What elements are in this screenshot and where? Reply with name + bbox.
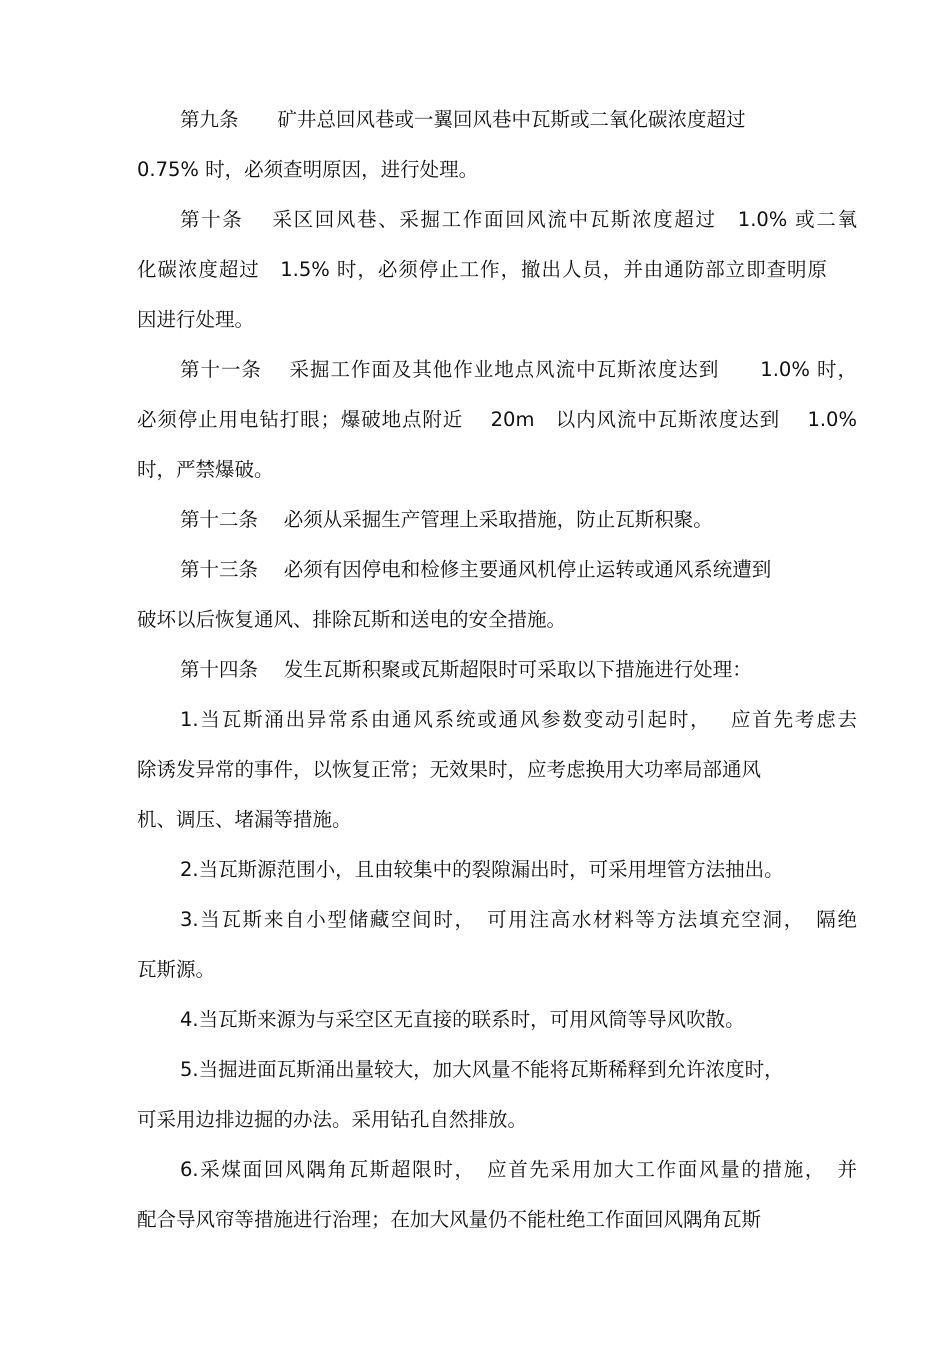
measure-1-line-3: 机、调压、堵漏等措施。	[137, 808, 352, 831]
measure-4-line-1: 4.当瓦斯来源为与采空区无直接的联系时，可用风筒等导风吹散。	[180, 1008, 745, 1031]
article-14-line-1: 第十四条 发生瓦斯积聚或瓦斯超限时可采取以下措施进行处理：	[180, 658, 752, 681]
article-10-line-2: 化碳浓度超过 1.5% 时，必须停止工作，撤出人员，并由通防部立即查明原	[137, 258, 827, 281]
article-13-line-2: 破坏以后恢复通风、排除瓦斯和送电的安全措施。	[137, 608, 567, 631]
article-11-line-3: 时，严禁爆破。	[137, 458, 274, 481]
measure-3-line-2: 瓦斯源。	[137, 958, 216, 981]
measure-1-line-1: 1.当瓦斯涌出异常系由通风系统或通风参数变动引起时， 应首先考虑去	[180, 708, 857, 731]
article-10-line-1: 第十条 采区回风巷、采掘工作面回风流中瓦斯浓度超过 1.0% 或二氧	[180, 208, 857, 231]
article-12-line-1: 第十二条 必须从采掘生产管理上采取措施，防止瓦斯积聚。	[180, 508, 713, 531]
article-11-line-2: 必须停止用电钻打眼；爆破地点附近 20m 以内风流中瓦斯浓度达到 1.0%	[137, 408, 857, 431]
measure-5-line-1: 5.当掘进面瓦斯涌出量较大，加大风量不能将瓦斯稀释到允许浓度时，	[180, 1058, 784, 1081]
measure-6-line-2: 配合导风帘等措施进行治理；在加大风量仍不能杜绝工作面回风隅角瓦斯	[137, 1208, 762, 1231]
measure-2-line-1: 2.当瓦斯源范围小，且由较集中的裂隙漏出时，可采用埋管方法抽出。	[180, 858, 784, 881]
article-11-line-1: 第十一条 采掘工作面及其他作业地点风流中瓦斯浓度达到 1.0% 时，	[180, 358, 857, 381]
article-9-line-1: 第九条 矿井总回风巷或一翼回风巷中瓦斯或二氧化碳浓度超过	[180, 108, 746, 131]
article-9-line-2: 0.75% 时，必须查明原因，进行处理。	[137, 158, 479, 181]
article-10-line-3: 因进行处理。	[137, 308, 255, 331]
measure-1-line-2: 除诱发异常的事件，以恢复正常；无效果时，应考虑换用大功率局部通风	[137, 758, 762, 781]
measure-5-line-2: 可采用边排边掘的办法。采用钻孔自然排放。	[137, 1108, 528, 1131]
measure-6-line-1: 6.采煤面回风隅角瓦斯超限时， 应首先采用加大工作面风量的措施， 并	[180, 1158, 857, 1181]
article-13-line-1: 第十三条 必须有因停电和检修主要通风机停止运转或通风系统遭到	[180, 558, 772, 581]
measure-3-line-1: 3.当瓦斯来自小型储藏空间时， 可用注高水材料等方法填充空洞， 隔绝	[180, 908, 857, 931]
